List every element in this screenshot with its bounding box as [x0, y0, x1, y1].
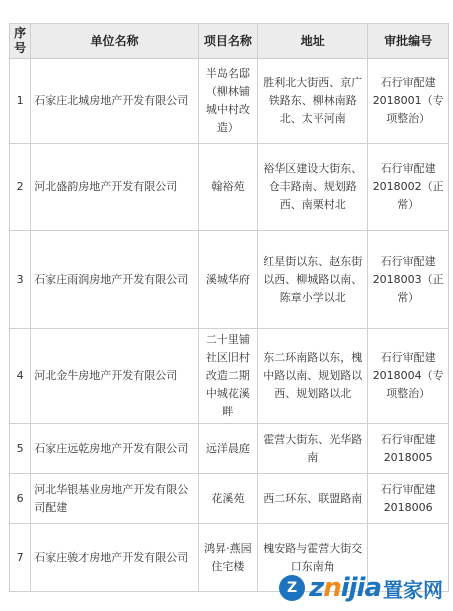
header-unit-name: 单位名称	[31, 24, 199, 59]
row-approval-no: 石行审配建2018001（专项整治）	[368, 59, 449, 144]
header-approval-no: 审批编号	[368, 24, 449, 59]
watermark-logo-icon: Z	[279, 575, 305, 601]
row-project-name: 二十里铺社区旧村改造二期中城花溪畔	[198, 329, 257, 424]
row-address: 胜利北大街西、京广铁路东、柳林南路北、太平河南	[258, 59, 368, 144]
row-index: 7	[10, 524, 31, 592]
row-index: 3	[10, 231, 31, 329]
header-address: 地址	[258, 24, 368, 59]
row-unit-name: 石家庄北城房地产开发有限公司	[31, 59, 199, 144]
row-project-name: 花溪苑	[198, 474, 257, 524]
row-project-name: 鸿昇·燕园住宅楼	[198, 524, 257, 592]
table-row	[10, 474, 449, 524]
row-unit-name: 石家庄远乾房地产开发有限公司	[31, 424, 199, 474]
watermark-chinese: 置家网	[383, 577, 443, 602]
row-address: 槐安路与霍营大街交口东南角	[258, 524, 368, 592]
row-address: 西二环东、联盟路南	[258, 474, 368, 524]
site-watermark	[279, 571, 443, 605]
header-project-name: 项目名称	[198, 24, 257, 59]
table-row	[10, 59, 449, 144]
table-row	[10, 329, 449, 424]
row-project-name: 溪城华府	[198, 231, 257, 329]
row-unit-name: 石家庄雨润房地产开发有限公司	[31, 231, 199, 329]
watermark-latin-post: ijia	[340, 573, 381, 603]
watermark-latin-accent: n	[323, 573, 341, 603]
row-unit-name: 石家庄骏才房地产开发有限公司	[31, 524, 199, 592]
row-project-name: 翰裕苑	[198, 144, 257, 231]
row-project-name: 半岛名邸（柳林铺城中村改造）	[198, 59, 257, 144]
table-row	[10, 144, 449, 231]
row-approval-no: 石行审配建2018004（专项整治）	[368, 329, 449, 424]
row-address: 霍营大街东、光华路南	[258, 424, 368, 474]
row-approval-no: 石行审配建2018005	[368, 424, 449, 474]
row-index: 6	[10, 474, 31, 524]
row-index: 5	[10, 424, 31, 474]
header-index: 序号	[10, 24, 31, 59]
row-index: 1	[10, 59, 31, 144]
row-index: 4	[10, 329, 31, 424]
row-project-name: 远洋晨庭	[198, 424, 257, 474]
row-approval-no: 石行审配建2018003（正常）	[368, 231, 449, 329]
row-unit-name: 河北盛韵房地产开发有限公司	[31, 144, 199, 231]
table-row	[10, 231, 449, 329]
watermark-latin-pre: z	[309, 573, 324, 603]
row-approval-no: 石行审配建2018006	[368, 474, 449, 524]
row-approval-no: 石行审配建2018002（正常）	[368, 144, 449, 231]
row-address: 东二环南路以东，槐中路以南、规划路以西、规划路以北	[258, 329, 368, 424]
row-unit-name: 河北金牛房地产开发有限公司	[31, 329, 199, 424]
row-address: 裕华区建设大街东、仓丰路南、规划路西、南栗村北	[258, 144, 368, 231]
row-address: 红星街以东、赵东街以西、柳城路以南、陈章小学以北	[258, 231, 368, 329]
table-header-row	[10, 24, 449, 59]
table-row	[10, 424, 449, 474]
row-unit-name: 河北华银基业房地产开发有限公司配建	[31, 474, 199, 524]
row-index: 2	[10, 144, 31, 231]
watermark-latin	[309, 573, 381, 603]
approval-table	[9, 23, 449, 592]
